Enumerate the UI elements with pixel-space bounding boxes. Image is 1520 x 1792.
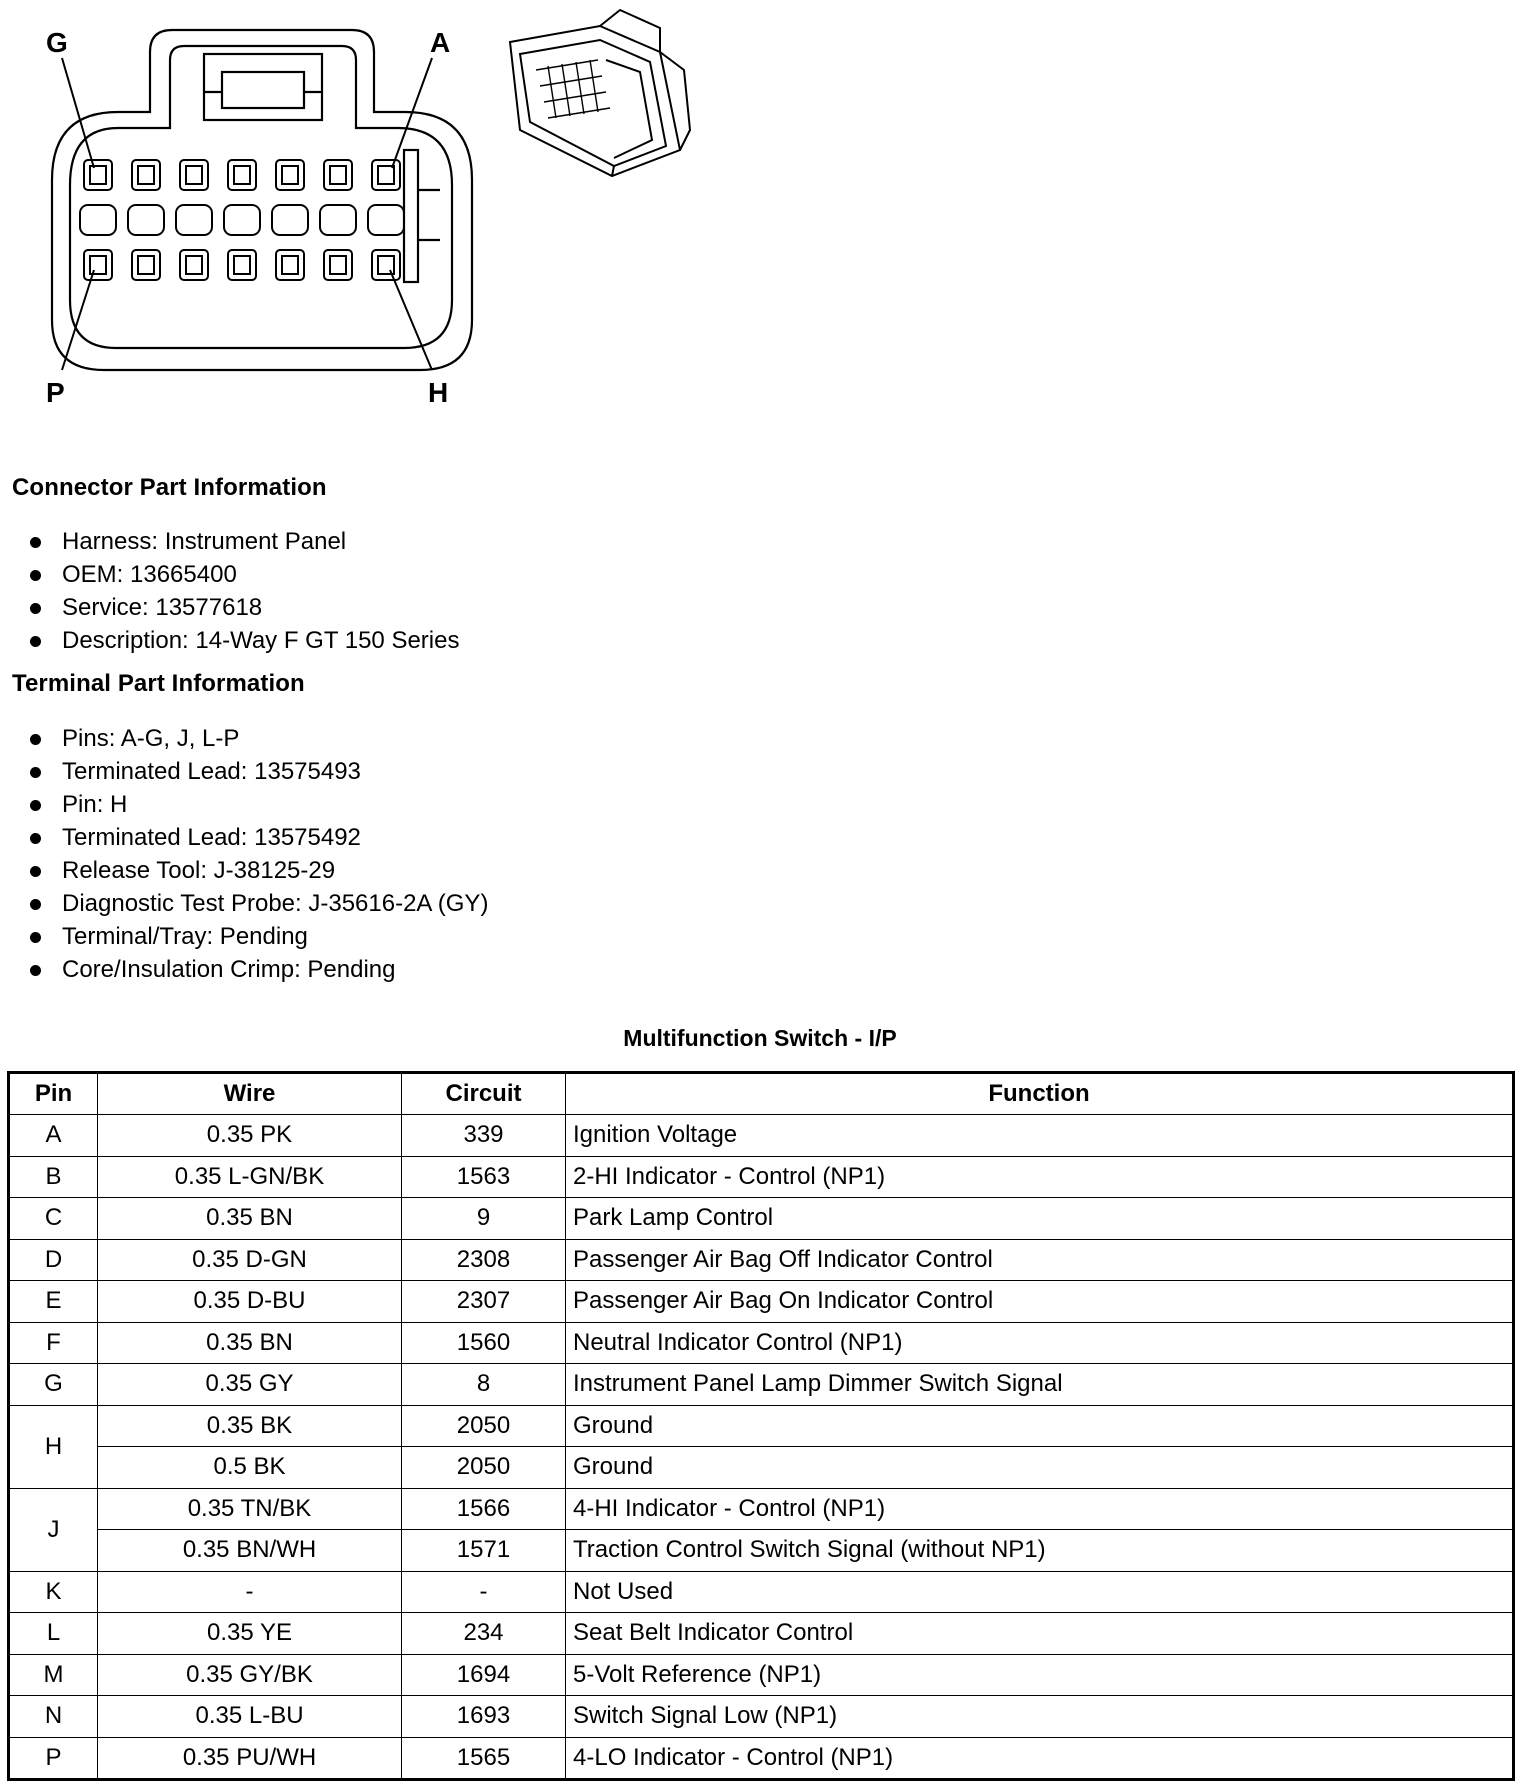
- wire-cell: 0.35 GY: [98, 1364, 402, 1406]
- pin-cell: H: [9, 1405, 98, 1488]
- table-row: [9, 1613, 1514, 1655]
- column-header-circuit: Circuit: [402, 1073, 566, 1115]
- table-row: [9, 1737, 1514, 1780]
- list-item: Terminated Lead: 13575492: [28, 821, 488, 854]
- terminal-part-info-list: [28, 722, 488, 986]
- function-cell: Passenger Air Bag Off Indicator Control: [566, 1239, 1514, 1281]
- list-item: Pin: H: [28, 788, 488, 821]
- wire-cell: 0.35 D-GN: [98, 1239, 402, 1281]
- pin-label-g: G: [46, 27, 68, 58]
- function-cell: 4-LO Indicator - Control (NP1): [566, 1737, 1514, 1780]
- wire-cell: 0.35 BK: [98, 1405, 402, 1447]
- table-row: [9, 1530, 1514, 1572]
- function-cell: Passenger Air Bag On Indicator Control: [566, 1281, 1514, 1323]
- wire-cell: 0.35 D-BU: [98, 1281, 402, 1323]
- wire-cell: 0.5 BK: [98, 1447, 402, 1489]
- wire-cell: 0.35 YE: [98, 1613, 402, 1655]
- circuit-cell: 8: [402, 1364, 566, 1406]
- circuit-cell: 2050: [402, 1447, 566, 1489]
- table-row: [9, 1322, 1514, 1364]
- pinout-table: [7, 1071, 1515, 1781]
- wire-cell: 0.35 BN/WH: [98, 1530, 402, 1572]
- circuit-cell: 1693: [402, 1696, 566, 1738]
- column-header-wire: Wire: [98, 1073, 402, 1115]
- connector-face-diagram: [0, 0, 720, 440]
- table-row: [9, 1696, 1514, 1738]
- function-cell: Traction Control Switch Signal (without NP1): [566, 1530, 1514, 1572]
- pin-cell: J: [9, 1488, 98, 1571]
- table-row: [9, 1405, 1514, 1447]
- pin-cell: B: [9, 1156, 98, 1198]
- pin-label-a: A: [430, 27, 451, 58]
- pin-cell: L: [9, 1613, 98, 1655]
- function-cell: Park Lamp Control: [566, 1198, 1514, 1240]
- wire-cell: 0.35 BN: [98, 1198, 402, 1240]
- function-cell: Neutral Indicator Control (NP1): [566, 1322, 1514, 1364]
- circuit-cell: 9: [402, 1198, 566, 1240]
- list-item: Terminated Lead: 13575493: [28, 755, 488, 788]
- table-row: [9, 1198, 1514, 1240]
- connector-isometric-sketch: [510, 10, 690, 176]
- column-header-function: Function: [566, 1073, 1514, 1115]
- pin-cell: P: [9, 1737, 98, 1780]
- function-cell: 2-HI Indicator - Control (NP1): [566, 1156, 1514, 1198]
- table-row: [9, 1364, 1514, 1406]
- table-row: [9, 1281, 1514, 1323]
- circuit-cell: 234: [402, 1613, 566, 1655]
- circuit-cell: 2308: [402, 1239, 566, 1281]
- pin-label-h: H: [428, 377, 449, 408]
- function-cell: Switch Signal Low (NP1): [566, 1696, 1514, 1738]
- table-title: Multifunction Switch - I/P: [623, 1025, 897, 1051]
- circuit-cell: 1563: [402, 1156, 566, 1198]
- table-row: [9, 1239, 1514, 1281]
- circuit-cell: 1571: [402, 1530, 566, 1572]
- column-header-pin: Pin: [9, 1073, 98, 1115]
- circuit-cell: 339: [402, 1115, 566, 1157]
- circuit-cell: 2050: [402, 1405, 566, 1447]
- pin-cell: G: [9, 1364, 98, 1406]
- pin-cell: D: [9, 1239, 98, 1281]
- list-item: Pins: A-G, J, L-P: [28, 722, 488, 755]
- table-row: [9, 1156, 1514, 1198]
- list-item: Terminal/Tray: Pending: [28, 920, 488, 953]
- pin-cell: N: [9, 1696, 98, 1738]
- table-row: [9, 1447, 1514, 1489]
- function-cell: Instrument Panel Lamp Dimmer Switch Signal: [566, 1364, 1514, 1406]
- function-cell: 5-Volt Reference (NP1): [566, 1654, 1514, 1696]
- wire-cell: 0.35 GY/BK: [98, 1654, 402, 1696]
- list-item: Description: 14-Way F GT 150 Series: [28, 624, 459, 657]
- wire-cell: 0.35 TN/BK: [98, 1488, 402, 1530]
- table-row: [9, 1115, 1514, 1157]
- circuit-cell: 2307: [402, 1281, 566, 1323]
- pin-label-p: P: [46, 377, 65, 408]
- table-row: [9, 1654, 1514, 1696]
- table-header-row: [9, 1073, 1514, 1115]
- wire-cell: 0.35 PU/WH: [98, 1737, 402, 1780]
- list-item: Diagnostic Test Probe: J-35616-2A (GY): [28, 887, 488, 920]
- list-item: Service: 13577618: [28, 591, 459, 624]
- function-cell: Ground: [566, 1447, 1514, 1489]
- circuit-cell: 1694: [402, 1654, 566, 1696]
- function-cell: Not Used: [566, 1571, 1514, 1613]
- circuit-cell: 1560: [402, 1322, 566, 1364]
- circuit-cell: 1565: [402, 1737, 566, 1780]
- pin-cell: C: [9, 1198, 98, 1240]
- wire-cell: 0.35 PK: [98, 1115, 402, 1157]
- wire-cell: 0.35 L-BU: [98, 1696, 402, 1738]
- connector-part-info-heading: Connector Part Information: [12, 474, 327, 501]
- wire-cell: 0.35 BN: [98, 1322, 402, 1364]
- wire-cell: 0.35 L-GN/BK: [98, 1156, 402, 1198]
- pin-cell: K: [9, 1571, 98, 1613]
- function-cell: 4-HI Indicator - Control (NP1): [566, 1488, 1514, 1530]
- pin-cell: A: [9, 1115, 98, 1157]
- wire-cell: -: [98, 1571, 402, 1613]
- table-row: [9, 1488, 1514, 1530]
- list-item: Release Tool: J-38125-29: [28, 854, 488, 887]
- table-row: [9, 1571, 1514, 1613]
- circuit-cell: -: [402, 1571, 566, 1613]
- function-cell: Seat Belt Indicator Control: [566, 1613, 1514, 1655]
- terminal-part-info-heading: Terminal Part Information: [12, 670, 305, 697]
- list-item: Harness: Instrument Panel: [28, 525, 459, 558]
- pin-cell: F: [9, 1322, 98, 1364]
- circuit-cell: 1566: [402, 1488, 566, 1530]
- function-cell: Ignition Voltage: [566, 1115, 1514, 1157]
- pin-cell: E: [9, 1281, 98, 1323]
- pin-cell: M: [9, 1654, 98, 1696]
- function-cell: Ground: [566, 1405, 1514, 1447]
- list-item: Core/Insulation Crimp: Pending: [28, 953, 488, 986]
- list-item: OEM: 13665400: [28, 558, 459, 591]
- connector-part-info-list: [28, 525, 459, 657]
